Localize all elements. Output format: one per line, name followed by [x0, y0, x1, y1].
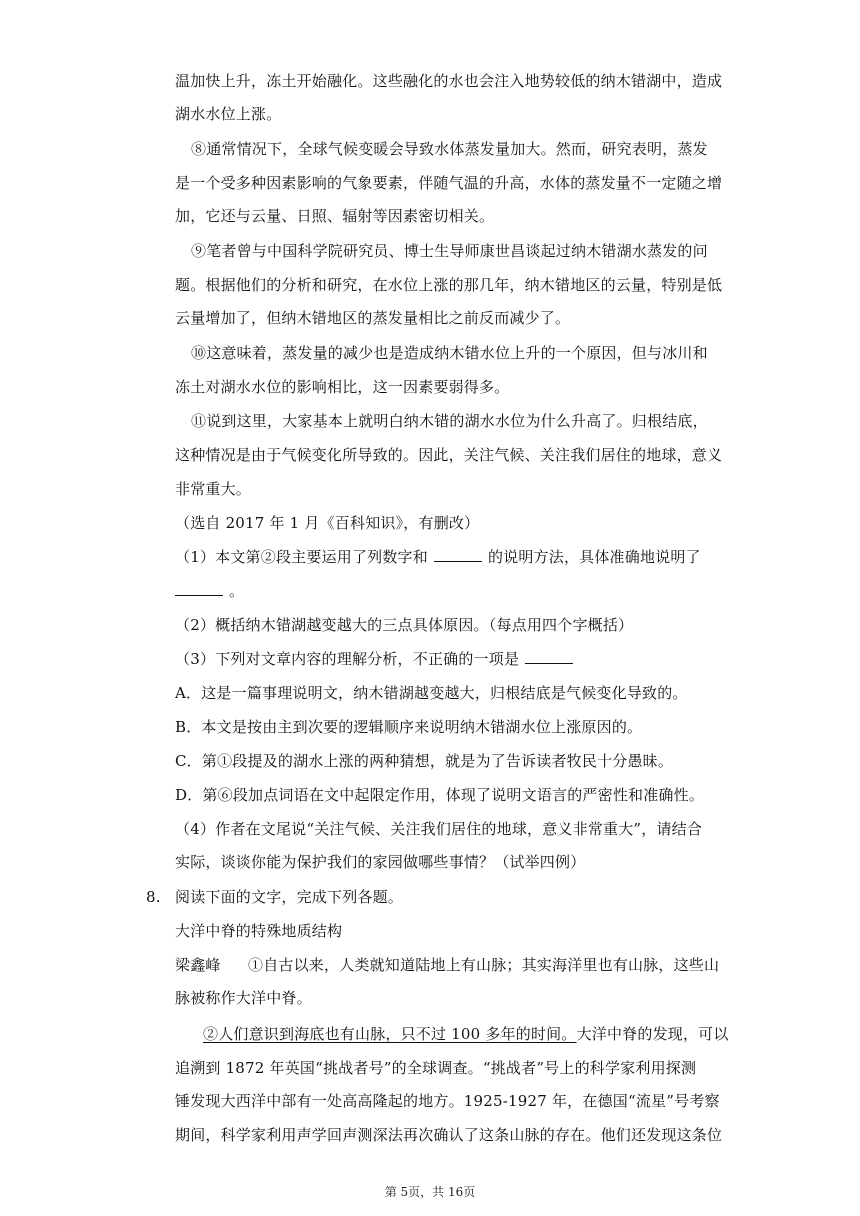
option-a: A．这是一篇事理说明文，纳木错湖越变越大，归根结底是气候变化导致的。 [175, 684, 688, 702]
paragraph-line: 是一个受多种因素影响的气象要素，伴随气温的升高，水体的蒸发量不一定随之增 [175, 174, 723, 192]
option-b: B．本文是按由主到次要的逻辑顺序来说明纳木错湖水位上涨原因的。 [175, 718, 643, 736]
paragraph-line [203, 1024, 729, 1044]
question-3-text: （3）下列对文章内容的理解分析，不正确的一项是 [175, 650, 520, 668]
paragraph-line: ⑧通常情况下，全球气候变暖会导致水体蒸发量加大。然而，研究表明，蒸发 [191, 140, 708, 158]
paragraph-line: 脉被称作大洋中脊。 [175, 989, 312, 1007]
question-number: 8. [146, 888, 161, 906]
option-d: D．第⑥段加点词语在文中起限定作用，体现了说明文语言的严密性和准确性。 [175, 786, 705, 804]
option-c: C．第①段提及的湖水上涨的两种猜想，就是为了告诉读者牧民十分愚昧。 [175, 752, 674, 770]
paragraph-line: 加，它还与云量、日照、辐射等因素密切相关。 [175, 207, 495, 225]
paragraph-line: 湖水水位上涨。 [175, 105, 282, 123]
paragraph-line: ⑩这意味着，蒸发量的减少也是造成纳木错水位上升的一个原因，但与冰川和 [191, 344, 708, 362]
page-footer: 第 5页，共 16页 [384, 1185, 476, 1199]
section-instruction: 阅读下面的文字，完成下列各题。 [175, 888, 404, 906]
paragraph-line: ①自古以来，人类就知道陆地上有山脉；其实海洋里也有山脉，这些山 [248, 956, 720, 974]
paragraph-line: 非常重大。 [175, 480, 252, 498]
paragraph-line: 追溯到 1872 年英国“挑战者号”的全球调查。“挑战者”号上的科学家利用探测 [175, 1059, 697, 1077]
question-1-continued [175, 581, 244, 601]
paragraph-line: 期间，科学家利用声学回声测深法再次确认了这条山脉的存在。他们还发现这条位 [175, 1126, 723, 1144]
question-1-text-cont: 的说明方法，具体准确地说明了 [487, 548, 701, 566]
paragraph-line: 这种情况是由于气候变化所导致的。因此，关注气候、关注我们居住的地球，意义 [175, 446, 723, 464]
question-2: （2）概括纳木错湖越变越大的三点具体原因。（每点用四个字概括） [175, 616, 634, 634]
paragraph-line: 锤发现大西洋中部有一处高高隆起的地方。1925-1927 年，在德国“流星”号考察 [175, 1092, 720, 1110]
underlined-sentence: ②人们意识到海底也有山脉，只不过 100 多年的时间。 [203, 1025, 577, 1043]
source-citation: （选自 2017 年 1 月《百科知识》，有删改） [175, 514, 480, 532]
question-3 [175, 649, 579, 669]
answer-blank[interactable] [434, 547, 482, 562]
article-author: 梁鑫峰 [175, 956, 221, 974]
question-1-text: （1）本文第②段主要运用了列数字和 [175, 548, 428, 566]
article-title: 大洋中脊的特殊地质结构 [175, 922, 343, 940]
question-4: （4）作者在文尾说“关注气候、关注我们居住的地球，意义非常重大”，请结合 [175, 820, 703, 838]
paragraph-line: ⑨笔者曾与中国科学院研究员、博士生导师康世昌谈起过纳木错湖水蒸发的问 [191, 242, 708, 260]
answer-blank[interactable] [525, 649, 573, 664]
paragraph-text: 大洋中脊的发现，可以 [576, 1025, 729, 1043]
paragraph-line: 云量增加了，但纳木错地区的蒸发量相比之前反而减少了。 [175, 309, 571, 327]
paragraph-line: 冻土对湖水水位的影响相比，这一因素要弱得多。 [175, 378, 510, 396]
question-1-end: 。 [229, 582, 245, 600]
paragraph-line: 题。根据他们的分析和研究，在水位上涨的那几年，纳木错地区的云量，特别是低 [175, 276, 723, 294]
question-4-continued: 实际，谈谈你能为保护我们的家园做哪些事情？（试举四例） [175, 853, 586, 871]
paragraph-line: ⑪说到这里，大家基本上就明白纳木错的湖水水位为什么升高了。归根结底， [191, 412, 708, 430]
paragraph-line: 温加快上升，冻土开始融化。这些融化的水也会注入地势较低的纳木错湖中，造成 [175, 72, 723, 90]
question-1 [175, 547, 701, 567]
answer-blank[interactable] [175, 581, 223, 596]
